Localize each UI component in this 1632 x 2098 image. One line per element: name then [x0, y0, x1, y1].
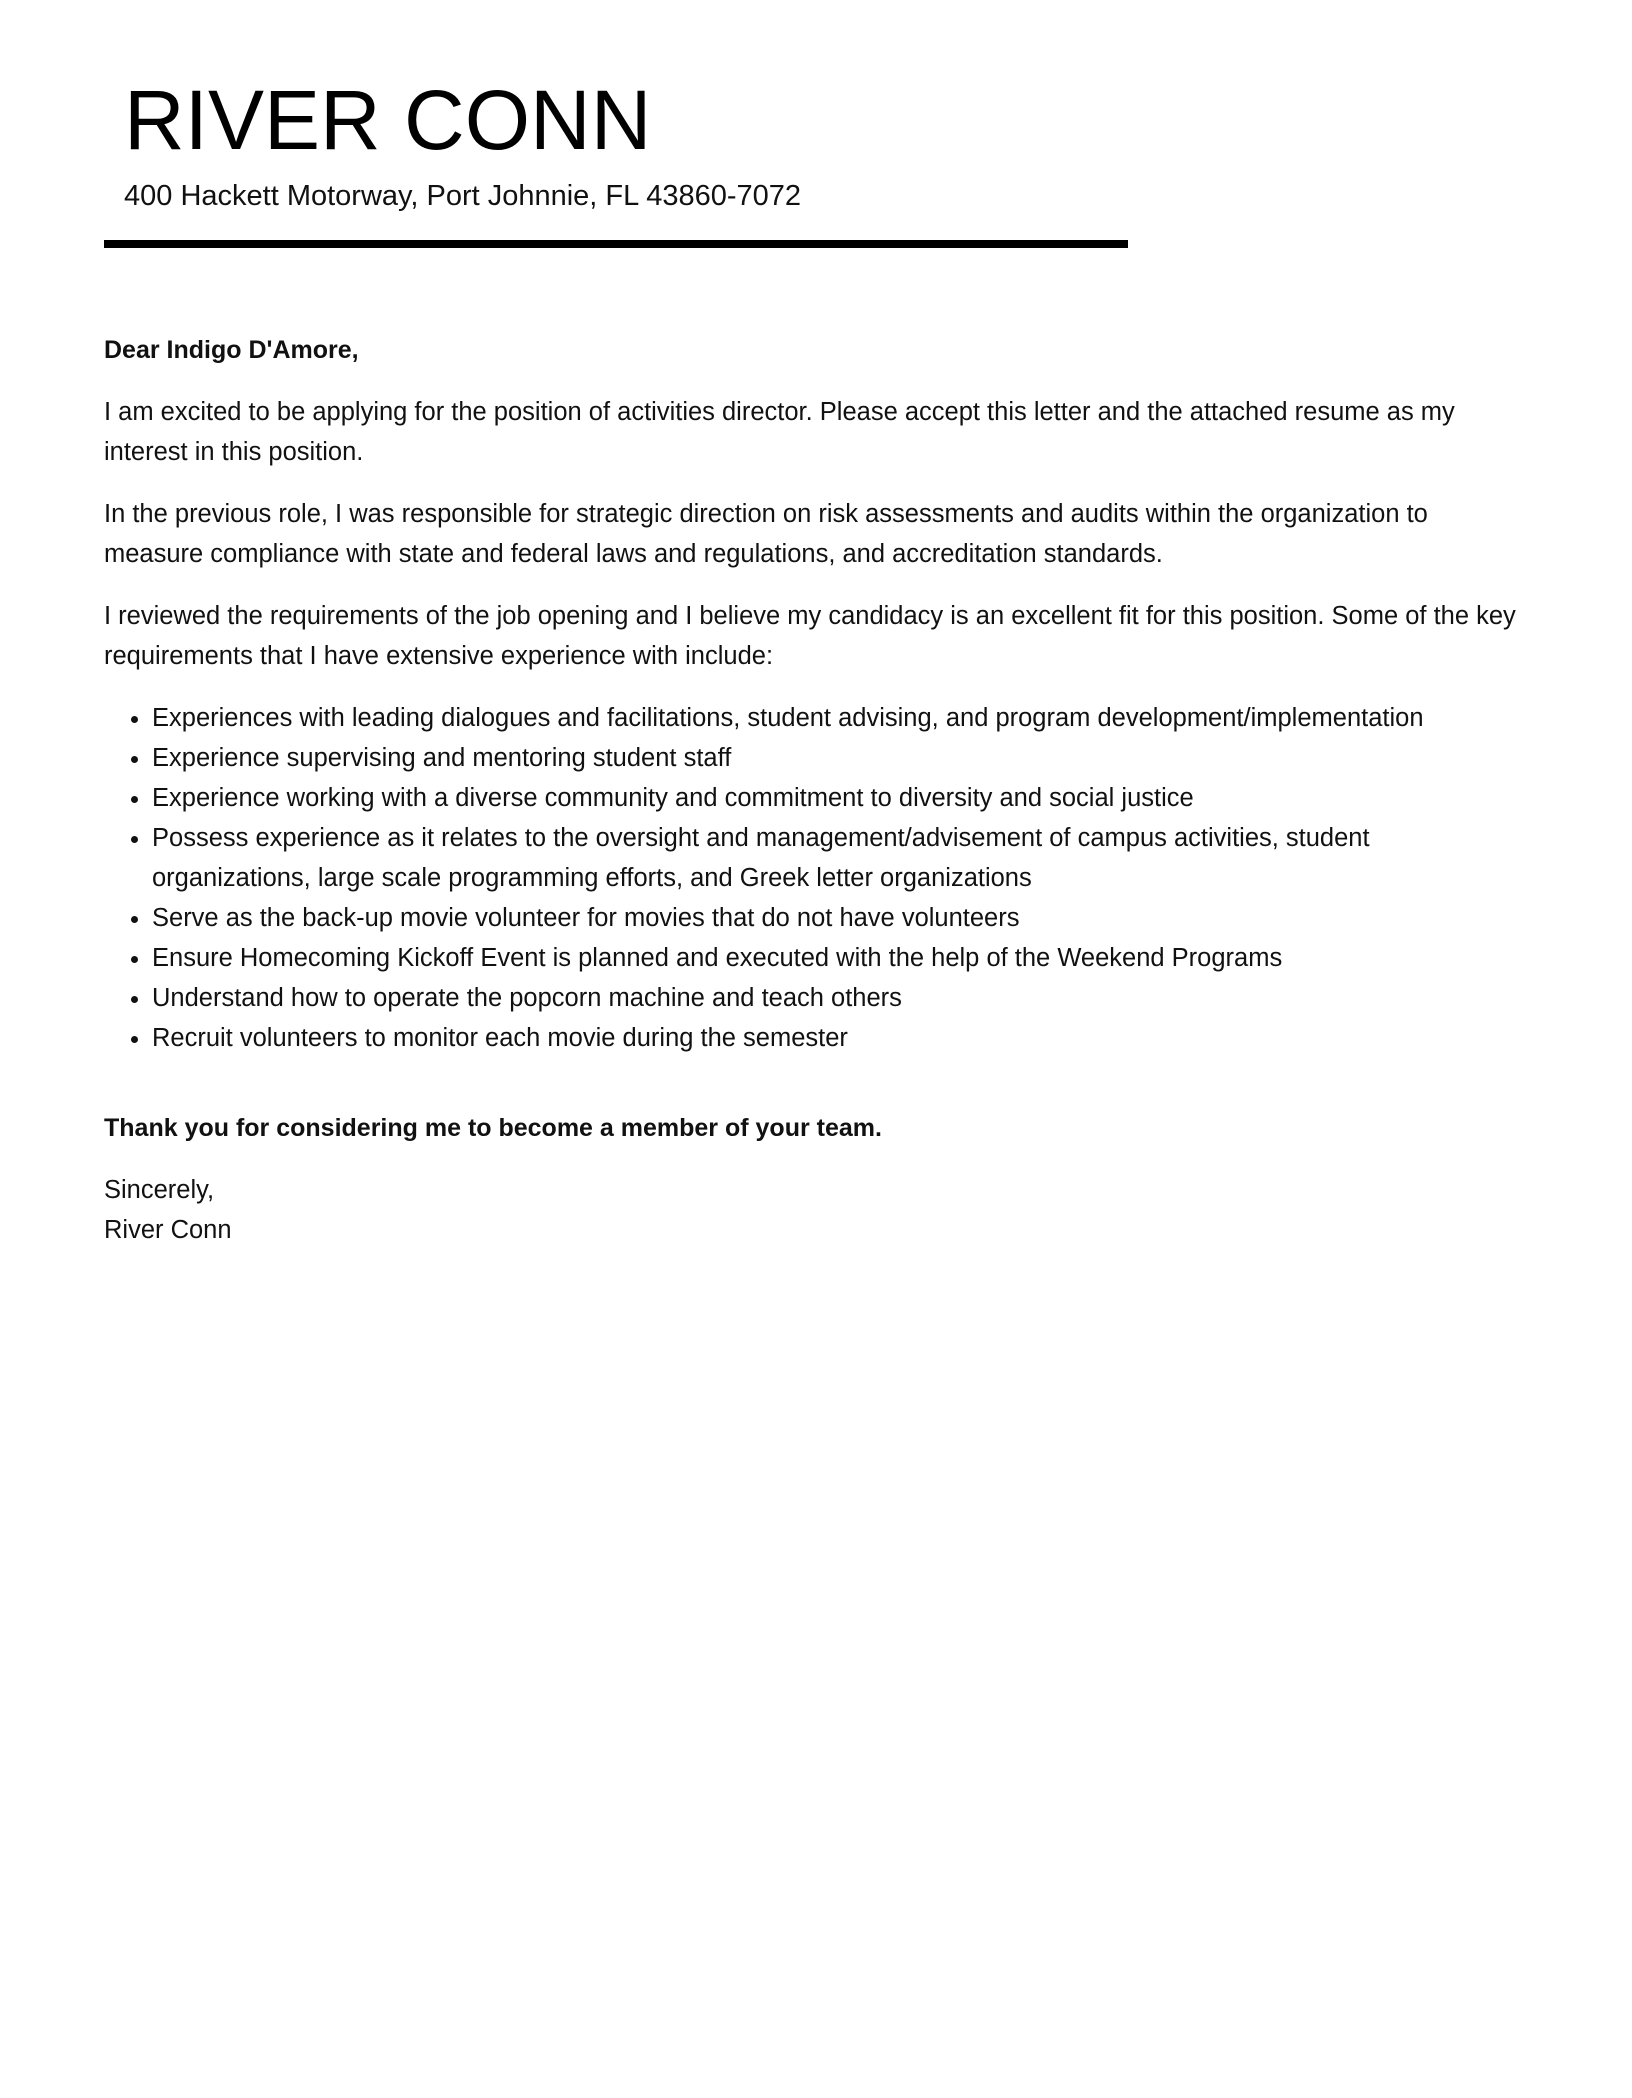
list-item: • Serve as the back-up movie volunteer for movies that do not have volunteers — [152, 898, 1534, 938]
applicant-address: 400 Hackett Motorway, Port Johnnie, FL 43860-7072 — [124, 180, 802, 212]
list-item: • Experiences with leading dialogues and facilitations, student advising, and program development/implementation — [152, 698, 1534, 738]
signature-name: River Conn — [104, 1216, 232, 1244]
paragraph-requirements: I reviewed the requirements of the job opening and I believe my candidacy is an excellent fit for this position. Some of the key requirements that I have extensive experience with include: — [104, 602, 1516, 670]
list-item: • Ensure Homecoming Kickoff Event is planned and executed with the help of the Weekend Programs — [152, 938, 1534, 978]
paragraph-intro: I am excited to be applying for the position of activities director. Please accept this letter and the attached resume as my interest in this position. — [104, 398, 1455, 466]
list-item: • Understand how to operate the popcorn machine and teach others — [152, 978, 1534, 1018]
header-divider — [104, 240, 1128, 248]
list-item: • Recruit volunteers to monitor each movie during the semester — [152, 1018, 1534, 1058]
list-item: • Experience supervising and mentoring student staff — [152, 738, 1534, 778]
applicant-name: RIVER CONN — [124, 73, 652, 167]
letter-body — [104, 330, 1534, 1250]
experience-list — [104, 698, 1534, 1058]
list-item: • Experience working with a diverse community and commitment to diversity and social justice — [152, 778, 1534, 818]
salutation: Dear Indigo D'Amore, — [104, 336, 359, 364]
letter-header — [124, 72, 801, 214]
signoff: Sincerely, — [104, 1176, 215, 1204]
paragraph-previous-role: In the previous role, I was responsible for strategic direction on risk assessments and audits within the organization to measure compliance with state and federal laws and regulations, and accreditation standards. — [104, 500, 1428, 568]
list-item: • Possess experience as it relates to the oversight and management/advisement of campus activities, student organizations, large scale programming efforts, and Greek letter organizations — [152, 818, 1534, 898]
closing-line: Thank you for considering me to become a member of your team. — [104, 1114, 882, 1142]
